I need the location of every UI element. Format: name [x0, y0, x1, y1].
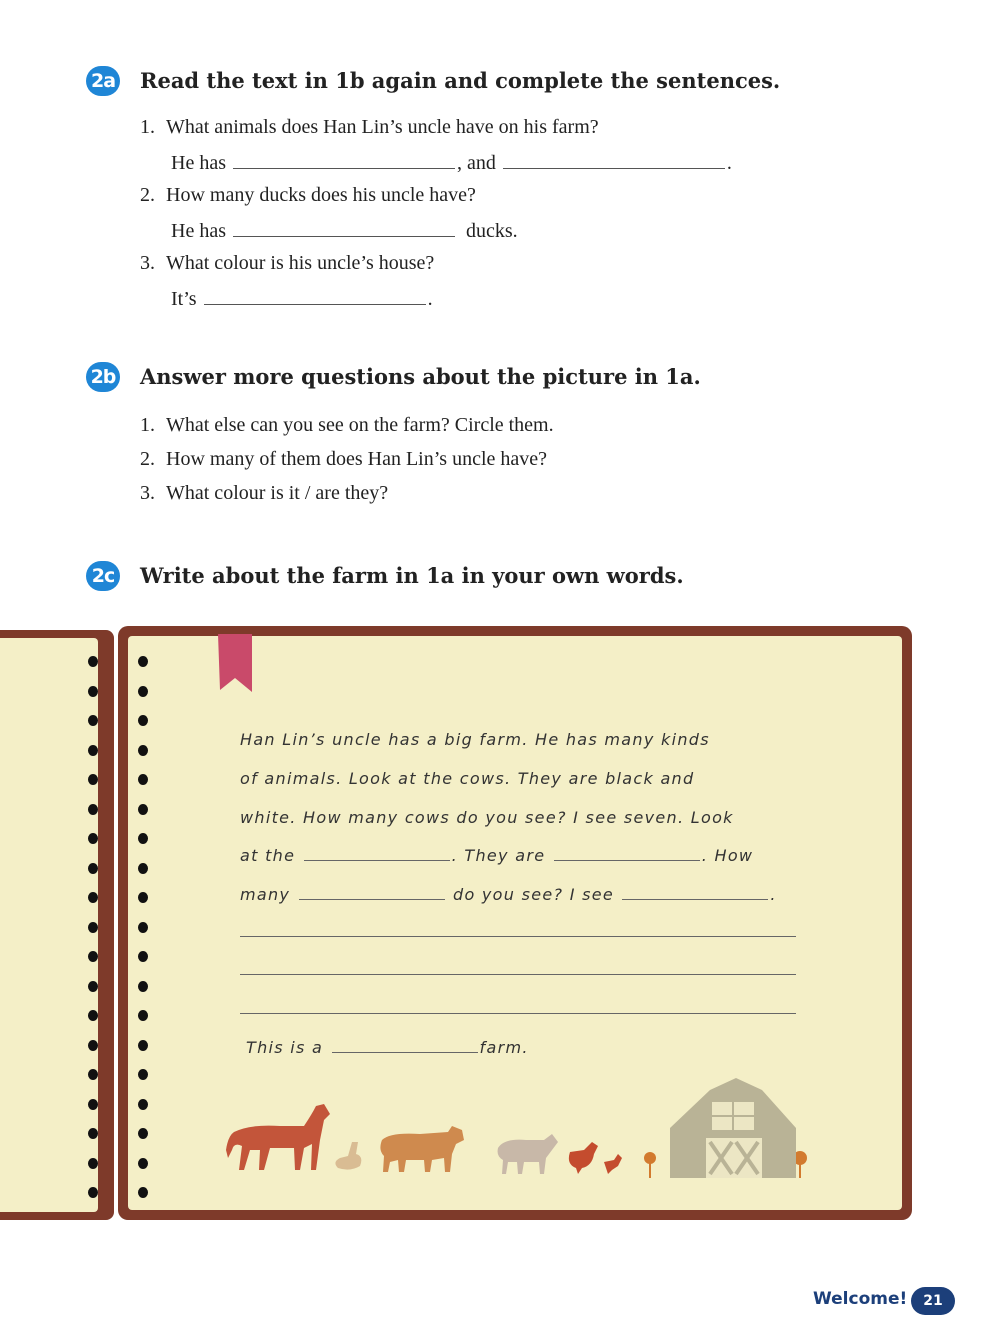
- spiral-hole: [88, 1010, 98, 1021]
- question-text: What colour is it / are they?: [166, 482, 389, 504]
- sheep-icon: [498, 1134, 558, 1174]
- story-text: .: [770, 885, 777, 904]
- spiral-hole: [138, 804, 148, 815]
- spiral-hole: [88, 833, 98, 844]
- answer-mid: , and: [456, 152, 496, 174]
- spiral-hole: [88, 774, 98, 785]
- question-text: What animals does Han Lin’s uncle have on his farm?: [166, 116, 599, 138]
- answer-start: He has: [171, 152, 226, 174]
- spiral-hole: [138, 686, 148, 697]
- footer-unit-label: Welcome!: [813, 1289, 908, 1309]
- page-number: 21: [911, 1287, 955, 1315]
- spiral-hole: [88, 1069, 98, 1080]
- spiral-hole: [138, 892, 148, 903]
- section-badge-2b: 2b: [86, 362, 120, 392]
- question-text: How many of them does Han Lin’s uncle have?: [166, 448, 548, 470]
- spiral-hole: [138, 774, 148, 785]
- question-2a-2: [140, 184, 476, 207]
- spiral-hole: [88, 686, 98, 697]
- answer-end: .: [726, 152, 732, 174]
- story-text: many: [240, 885, 291, 904]
- writing-line[interactable]: [240, 1013, 796, 1014]
- spiral-hole: [88, 656, 98, 667]
- section-heading-2c: Write about the farm in 1a in your own words.: [140, 563, 684, 588]
- answer-2a-2: [171, 218, 518, 243]
- question-number: 3.: [140, 252, 155, 274]
- spiral-hole: [138, 745, 148, 756]
- spiral-hole: [138, 1099, 148, 1110]
- spiral-hole: [138, 951, 148, 962]
- question-2a-3: [140, 252, 434, 275]
- spiral-hole: [88, 804, 98, 815]
- answer-blank[interactable]: [503, 150, 725, 169]
- spiral-hole: [88, 892, 98, 903]
- question-2b-2: [140, 448, 547, 471]
- answer-end: ducks.: [465, 220, 518, 242]
- answer-2a-3: [171, 286, 433, 311]
- spiral-hole: [88, 745, 98, 756]
- cow-icon: [380, 1126, 464, 1172]
- answer-start: It’s: [171, 288, 197, 310]
- question-number: 3.: [140, 482, 155, 504]
- writing-line[interactable]: [240, 974, 796, 975]
- story-blank[interactable]: [554, 846, 700, 861]
- chicken-icon: [569, 1142, 622, 1174]
- story-blank[interactable]: [299, 885, 445, 900]
- story-text: . How: [701, 846, 754, 865]
- question-2b-1: [140, 414, 554, 437]
- section-badge-2a: 2a: [86, 66, 120, 96]
- question-number: 1.: [140, 414, 155, 436]
- answer-blank[interactable]: [233, 218, 455, 237]
- spiral-hole: [138, 1040, 148, 1051]
- story-blank[interactable]: [332, 1038, 478, 1053]
- spiral-hole: [138, 1158, 148, 1169]
- spiral-hole: [88, 1040, 98, 1051]
- spiral-hole: [138, 1187, 148, 1198]
- question-text: What colour is his uncle’s house?: [166, 252, 435, 274]
- spiral-hole: [88, 715, 98, 726]
- story-closing: [246, 1038, 529, 1057]
- story-blank[interactable]: [304, 846, 450, 861]
- question-number: 2.: [140, 184, 155, 206]
- section-badge-2c: 2c: [86, 561, 120, 591]
- spiral-hole: [138, 1010, 148, 1021]
- bookmark-ribbon-icon: [216, 634, 254, 694]
- spiral-hole: [88, 951, 98, 962]
- story-text: . They are: [451, 846, 546, 865]
- spiral-hole: [88, 1128, 98, 1139]
- spiral-hole: [138, 833, 148, 844]
- section-heading-2b: Answer more questions about the picture in 1a.: [140, 364, 701, 389]
- spiral-hole: [88, 863, 98, 874]
- story-line-5: [240, 885, 777, 904]
- story-text: do you see? I see: [452, 885, 615, 904]
- spiral-hole: [88, 922, 98, 933]
- story-blank[interactable]: [622, 885, 768, 900]
- barn-icon: [670, 1078, 796, 1178]
- question-text: How many ducks does his uncle have?: [166, 184, 476, 206]
- spiral-hole: [138, 863, 148, 874]
- spiral-hole: [138, 1069, 148, 1080]
- spiral-hole: [138, 715, 148, 726]
- story-text: This is a: [246, 1038, 324, 1057]
- answer-end: .: [427, 288, 433, 310]
- answer-blank[interactable]: [233, 150, 455, 169]
- story-line-4: [240, 846, 753, 865]
- story-text: at the: [240, 846, 296, 865]
- story-line-2: of animals. Look at the cows. They are black and: [240, 769, 695, 788]
- answer-start: He has: [171, 220, 226, 242]
- spiral-hole: [138, 1128, 148, 1139]
- spiral-hole: [88, 1099, 98, 1110]
- question-2b-3: [140, 482, 388, 505]
- farm-illustration: [220, 1070, 830, 1180]
- horse-icon: [226, 1104, 330, 1170]
- story-line-1: Han Lin’s uncle has a big farm. He has many kinds: [240, 730, 710, 749]
- story-line-3: white. How many cows do you see? I see seven. Look: [240, 808, 734, 827]
- spiral-hole: [138, 922, 148, 933]
- spiral-hole: [138, 981, 148, 992]
- section-heading-2a: Read the text in 1b again and complete the sentences.: [140, 68, 781, 93]
- goose-icon: [335, 1142, 361, 1170]
- question-number: 2.: [140, 448, 155, 470]
- question-number: 1.: [140, 116, 155, 138]
- spiral-hole: [138, 656, 148, 667]
- spiral-hole: [88, 981, 98, 992]
- answer-2a-1: [171, 150, 732, 175]
- writing-line[interactable]: [240, 936, 796, 937]
- spiral-hole: [88, 1158, 98, 1169]
- question-2a-1: [140, 116, 599, 139]
- answer-blank[interactable]: [204, 286, 426, 305]
- notebook-left-paper: [0, 638, 98, 1212]
- story-text: farm.: [479, 1038, 529, 1057]
- spiral-hole: [88, 1187, 98, 1198]
- question-text: What else can you see on the farm? Circle them.: [166, 414, 554, 436]
